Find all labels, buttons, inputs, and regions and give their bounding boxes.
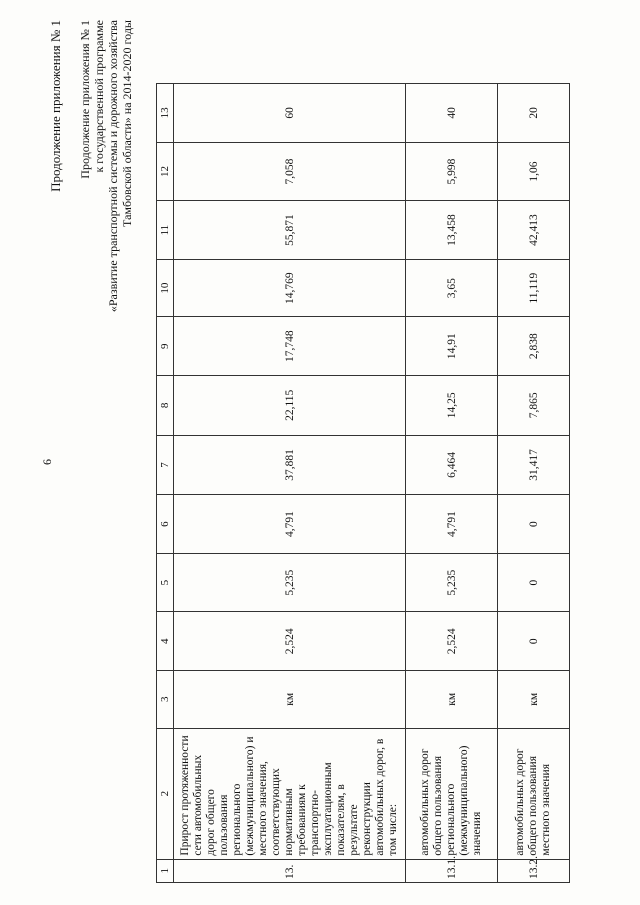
row-value: 2,838 bbox=[498, 317, 570, 376]
column-number-row bbox=[157, 84, 174, 883]
col-header: 2 bbox=[157, 728, 174, 859]
row-value: 17,748 bbox=[174, 317, 406, 376]
program-header-line: «Развитие транспортной системы и дорожного хозяйства bbox=[106, 20, 120, 313]
row-value: 13,458 bbox=[406, 201, 498, 260]
col-header: 10 bbox=[157, 259, 174, 317]
col-header: 9 bbox=[157, 317, 174, 376]
row-value: 40 bbox=[406, 84, 498, 143]
row-value: 11,119 bbox=[498, 259, 570, 317]
row-value: 14,91 bbox=[406, 317, 498, 376]
row-value: 22,115 bbox=[174, 375, 406, 435]
row-value: 2,524 bbox=[174, 612, 406, 671]
table-row bbox=[406, 84, 498, 883]
row-value: 5,998 bbox=[406, 142, 498, 201]
col-header: 1 bbox=[157, 859, 174, 882]
row-value: 4,791 bbox=[174, 495, 406, 554]
row-value: 5,235 bbox=[174, 553, 406, 612]
row-value: 20 bbox=[498, 84, 570, 143]
col-header: 8 bbox=[157, 375, 174, 435]
col-header: 6 bbox=[157, 495, 174, 554]
row-indicator-name: Прирост протяженности сети автомобильных дорог общего пользования регионального (межмуниципального) и местного значения, соответствующих нормативным требованиям к транспортно-эксплуатационным показателям, в результате реконструкции автомобильных дорог, в том числе: bbox=[174, 728, 406, 859]
row-value: 31,417 bbox=[498, 435, 570, 495]
row-value: 2,524 bbox=[406, 612, 498, 671]
row-value: 60 bbox=[174, 84, 406, 143]
program-header-line: Продолжение приложения № 1 bbox=[78, 20, 92, 179]
row-value: 1,06 bbox=[498, 142, 570, 201]
row-value: 14,25 bbox=[406, 375, 498, 435]
table-row bbox=[498, 84, 570, 883]
row-value: 5,235 bbox=[406, 553, 498, 612]
row-value: 6,464 bbox=[406, 435, 498, 495]
col-header: 11 bbox=[157, 201, 174, 260]
row-value: 3,65 bbox=[406, 259, 498, 317]
program-header-line: Тамбовской области» на 2014-2020 годы bbox=[120, 20, 134, 227]
indicators-table bbox=[156, 83, 570, 883]
row-indicator-name: автомобильных дорог общего пользования местного значения bbox=[498, 728, 570, 859]
row-value: 4,791 bbox=[406, 495, 498, 554]
col-header: 3 bbox=[157, 671, 174, 729]
row-value: 14,769 bbox=[174, 259, 406, 317]
page-number: 6 bbox=[40, 459, 54, 465]
col-header: 7 bbox=[157, 435, 174, 495]
row-number: 13. bbox=[174, 859, 406, 882]
row-unit: км bbox=[498, 671, 570, 729]
row-value: 0 bbox=[498, 612, 570, 671]
row-value: 0 bbox=[498, 553, 570, 612]
program-header bbox=[78, 20, 134, 540]
row-number: 13.1. bbox=[406, 859, 498, 882]
table-row bbox=[174, 84, 406, 883]
col-header: 4 bbox=[157, 612, 174, 671]
row-unit: км bbox=[406, 671, 498, 729]
row-value: 7,058 bbox=[174, 142, 406, 201]
row-value: 37,881 bbox=[174, 435, 406, 495]
row-unit: км bbox=[174, 671, 406, 729]
row-value: 55,871 bbox=[174, 201, 406, 260]
row-number: 13.2. bbox=[498, 859, 570, 882]
row-indicator-name: автомобильных дорог общего пользования регионального (межмуниципального) значения bbox=[406, 728, 498, 859]
program-header-line: к государственной программе bbox=[92, 20, 106, 173]
row-value: 42,413 bbox=[498, 201, 570, 260]
col-header: 12 bbox=[157, 142, 174, 201]
col-header: 13 bbox=[157, 84, 174, 143]
row-value: 7,865 bbox=[498, 375, 570, 435]
continuation-label: Продолжение приложения № 1 bbox=[48, 20, 63, 192]
row-value: 0 bbox=[498, 495, 570, 554]
col-header: 5 bbox=[157, 553, 174, 612]
